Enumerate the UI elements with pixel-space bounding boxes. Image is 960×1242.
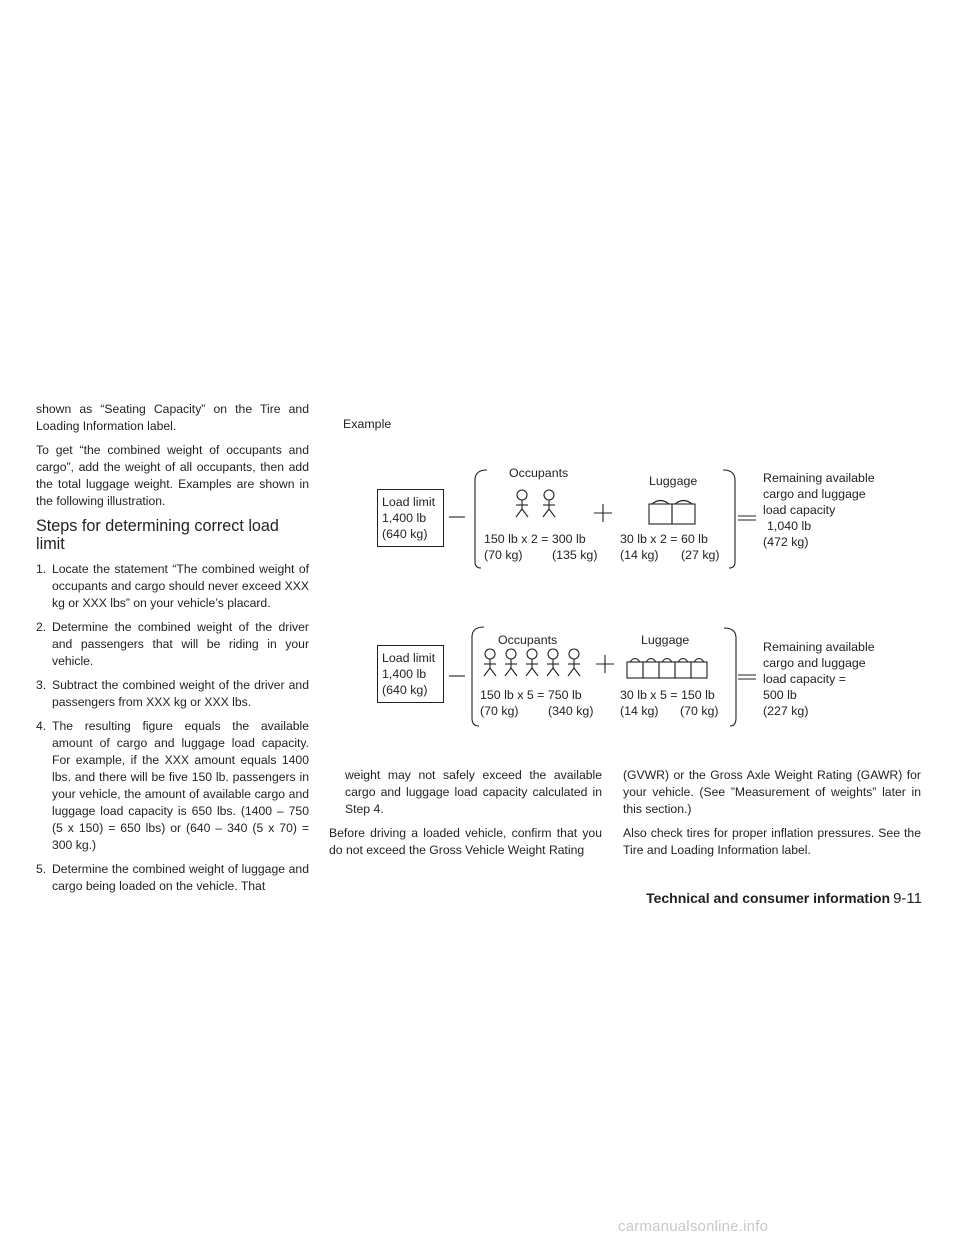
intro-paragraph-2: To get “the combined weight of occupants and cargo”, add the weight of all occupants, then add the total luggage weight. Examples are shown in the following illustration. <box>36 443 309 508</box>
left-brace <box>472 627 484 726</box>
step-item <box>36 718 309 854</box>
luggage-bag-icon <box>643 659 659 679</box>
step-number: 3. <box>36 678 47 692</box>
person-icon <box>526 649 538 676</box>
person-icon <box>505 649 517 676</box>
step-text: Locate the statement “The combined weight of occupants and cargo should never exceed XXX kg or XXX lbs” on your vehicle’s placard. <box>52 562 309 610</box>
luggage-bag-icon <box>649 501 672 525</box>
remaining-lb: 1,040 lb <box>767 519 812 533</box>
step-item <box>36 861 309 895</box>
steps-list <box>36 561 309 895</box>
luggage-label: Luggage <box>649 474 698 488</box>
luggage-kg-each: (14 kg) <box>620 704 659 718</box>
occupants-label: Occupants <box>509 466 569 480</box>
person-icon <box>568 649 580 676</box>
luggage-bag-icon <box>691 659 707 679</box>
step-5-continuation: weight may not safely exceed the available cargo and luggage load capacity calculated in Step 4. <box>345 768 602 816</box>
bottom-middle-column <box>329 767 602 866</box>
step-item <box>36 677 309 711</box>
person-icon <box>543 490 555 517</box>
luggage-calc: 30 lb x 2 = 60 lb <box>620 532 708 546</box>
occupants-kg-each: (70 kg) <box>484 548 523 562</box>
step-text: Determine the combined weight of the driver and passengers that will be riding in your vehicle. <box>52 620 309 668</box>
remaining-line: Remaining available <box>763 471 875 485</box>
luggage-calc: 30 lb x 5 = 150 lb <box>620 688 715 702</box>
step-text: Determine the combined weight of luggage and cargo being loaded on the vehicle. That <box>52 862 309 893</box>
section-heading: Steps for determining correct load limit <box>36 517 279 553</box>
occupants-label: Occupants <box>498 633 558 647</box>
remaining-line: load capacity <box>763 503 836 517</box>
load-limit-lb: 1,400 lb <box>382 667 427 681</box>
footer-section-title: Technical and consumer information <box>646 890 891 906</box>
luggage-bag-icon <box>627 659 643 679</box>
page-number: 9-11 <box>893 890 922 907</box>
luggage-bag-icon <box>659 659 675 679</box>
luggage-kg-total: (70 kg) <box>680 704 719 718</box>
left-brace <box>475 470 487 568</box>
remaining-line: load capacity = <box>763 672 847 686</box>
step-item <box>36 619 309 670</box>
remaining-lb: 500 lb <box>763 688 797 702</box>
person-icon <box>516 490 528 517</box>
load-example-figure <box>329 400 929 760</box>
luggage-icons <box>649 501 695 525</box>
step-item <box>36 561 309 612</box>
step-number: 1. <box>36 562 47 576</box>
step-number: 4. <box>36 719 47 733</box>
occupants-calc: 150 lb x 5 = 750 lb <box>480 688 582 702</box>
figure-line-art <box>329 400 929 760</box>
page-footer <box>646 890 922 907</box>
load-limit-label: Load limit <box>382 651 436 665</box>
load-limit-lb: 1,400 lb <box>382 511 427 525</box>
watermark: carmanualsonline.info <box>618 1218 769 1235</box>
step-text: Subtract the combined weight of the driver and passengers from XXX kg or XXX lbs. <box>52 678 309 709</box>
occupants-kg-each: (70 kg) <box>480 704 519 718</box>
step-number: 5. <box>36 862 47 876</box>
figure-caption: Example <box>343 417 392 431</box>
occupant-icons <box>484 649 580 676</box>
load-limit-label: Load limit <box>382 495 436 509</box>
remaining-line: cargo and luggage <box>763 656 866 670</box>
occupant-icons <box>516 490 555 517</box>
remaining-kg: (227 kg) <box>763 704 809 718</box>
luggage-bag-icon <box>672 501 695 525</box>
luggage-bag-icon <box>675 659 691 679</box>
load-limit-kg: (640 kg) <box>382 527 428 541</box>
luggage-label: Luggage <box>641 633 690 647</box>
right-brace <box>724 628 736 726</box>
remaining-line: Remaining available <box>763 640 875 654</box>
person-icon <box>547 649 559 676</box>
occupants-kg-total: (340 kg) <box>548 704 594 718</box>
occupants-kg-total: (135 kg) <box>552 548 598 562</box>
person-icon <box>484 649 496 676</box>
luggage-kg-total: (27 kg) <box>681 548 720 562</box>
luggage-kg-each: (14 kg) <box>620 548 659 562</box>
occupants-calc: 150 lb x 2 = 300 lb <box>484 532 586 546</box>
remaining-line: cargo and luggage <box>763 487 866 501</box>
inflation-paragraph: Also check tires for proper inflation pressures. See the Tire and Loading Information label. <box>623 826 921 857</box>
gawr-paragraph: (GVWR) or the Gross Axle Weight Rating (GAWR) for your vehicle. (See ”Measurement of weights” later in this section.) <box>623 768 921 816</box>
bottom-right-column <box>623 767 921 866</box>
step-text: The resulting figure equals the available amount of cargo and luggage load capacity. For example, if the XXX amount equals 1400 lbs. and there will be five 150 lb. passengers in your vehicle, the amount of available cargo and luggage load capacity is 650 lbs. (1400 – 750 (5 x 150) = 650 lbs) or (640 – 340 (5 x 70) = 300 kg.) <box>52 719 309 852</box>
intro-paragraph-1: shown as “Seating Capacity” on the Tire and Loading Information label. <box>36 402 309 433</box>
gvwr-paragraph: Before driving a loaded vehicle, confirm that you do not exceed the Gross Vehicle Weight Rating <box>329 826 602 857</box>
luggage-icons <box>627 659 707 679</box>
step-number: 2. <box>36 620 47 634</box>
load-limit-kg: (640 kg) <box>382 683 428 697</box>
left-column <box>36 401 309 902</box>
remaining-kg: (472 kg) <box>763 535 809 549</box>
right-brace <box>723 470 735 568</box>
